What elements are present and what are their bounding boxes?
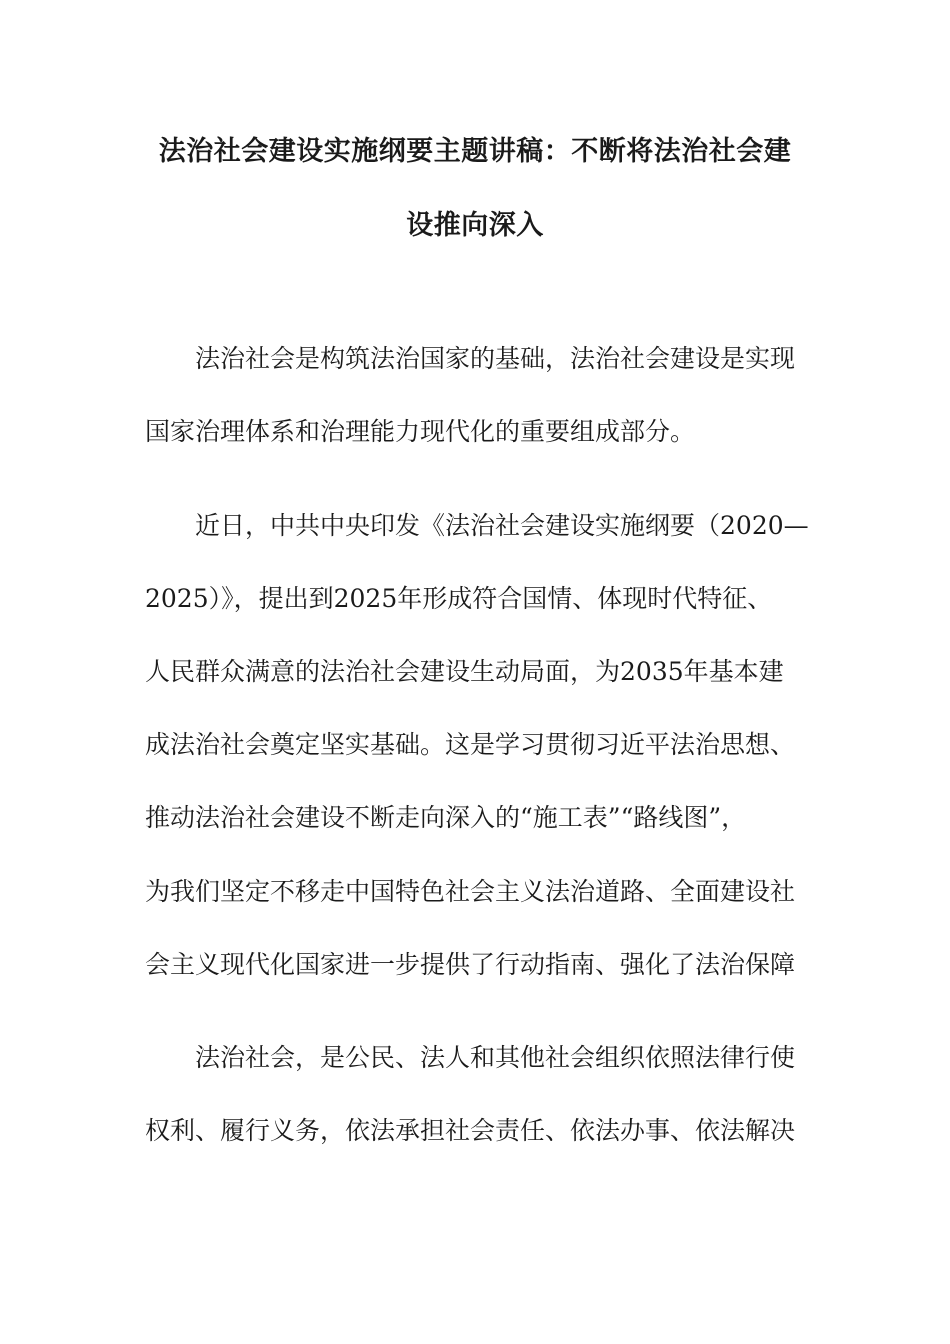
document-title-line-1: 法治社会建设实施纲要主题讲稿：不断将法治社会建 <box>158 136 792 167</box>
paragraph-2-line-2: 2025）》，提出到2025年形成符合国情、体现时代特征、 <box>145 584 773 613</box>
paragraph-3-line-2: 权利、履行义务，依法承担社会责任、依法办事、依法解决 <box>145 1116 796 1145</box>
paragraph-2-line-6: 为我们坚定不移走中国特色社会主义法治道路、全面建设社 <box>145 877 796 906</box>
paragraph-2-line-4: 成法治社会奠定坚实基础。这是学习贯彻习近平法治思想、 <box>145 730 796 759</box>
paragraph-2-line-7: 会主义现代化国家进一步提供了行动指南、强化了法治保障 <box>145 950 796 979</box>
paragraph-2-line-3: 人民群众满意的法治社会建设生动局面，为2035年基本建 <box>145 657 784 686</box>
paragraph-2-line-1: 近日，中共中央印发《法治社会建设实施纲要（2020— <box>195 511 809 540</box>
paragraph-1-line-2: 国家治理体系和治理能力现代化的重要组成部分。 <box>145 417 696 446</box>
document-title-line-2: 设推向深入 <box>406 210 544 241</box>
paragraph-1-line-1: 法治社会是构筑法治国家的基础，法治社会建设是实现 <box>195 344 796 373</box>
paragraph-2-line-5: 推动法治社会建设不断走向深入的“施工表”“路线图”， <box>145 803 747 832</box>
paragraph-3-line-1: 法治社会，是公民、法人和其他社会组织依照法律行使 <box>195 1043 796 1072</box>
